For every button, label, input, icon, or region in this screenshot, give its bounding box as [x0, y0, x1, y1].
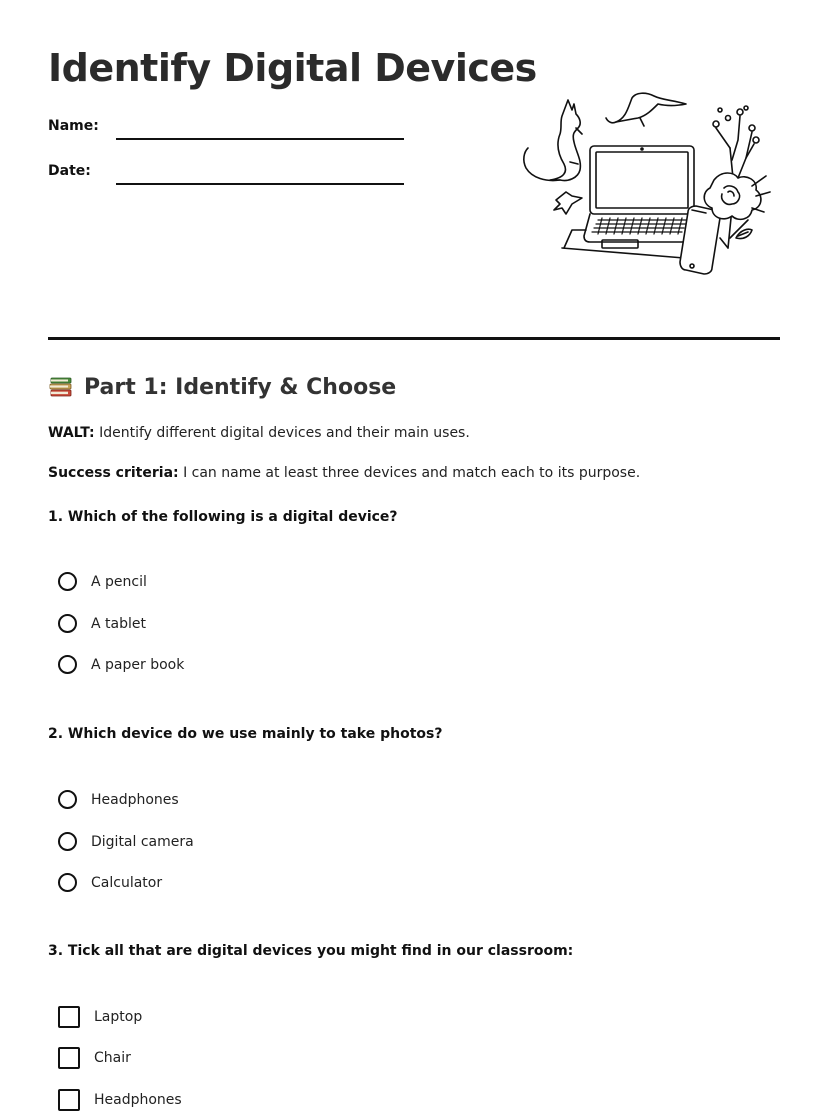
checkbox[interactable]: [58, 1006, 80, 1028]
q1-option-paper-book[interactable]: [58, 655, 184, 674]
date-field[interactable]: [116, 183, 404, 185]
q2-option-calculator[interactable]: [58, 873, 162, 892]
question-2: 2. Which device do we use mainly to take photos?: [48, 726, 443, 742]
name-field[interactable]: [116, 138, 404, 140]
smartphone-icon: [680, 206, 720, 274]
radio-button[interactable]: [58, 572, 77, 591]
q1-option-tablet[interactable]: [58, 614, 146, 633]
walt-text: Identify different digital devices and their main uses.: [94, 425, 470, 441]
bird-icon: [606, 93, 686, 126]
flower-icon: [704, 173, 770, 219]
q3-option-laptop[interactable]: [58, 1006, 142, 1028]
option-label: Headphones: [94, 1092, 182, 1108]
option-label: A tablet: [91, 615, 146, 632]
radio-button[interactable]: [58, 832, 77, 851]
part1-title: Part 1: Identify & Choose: [84, 374, 397, 400]
option-label: A pencil: [91, 573, 147, 590]
option-label: Chair: [94, 1050, 131, 1066]
checkbox[interactable]: [58, 1047, 80, 1069]
q3-option-headphones[interactable]: [58, 1089, 182, 1111]
checkbox[interactable]: [58, 1089, 80, 1111]
section-divider: [48, 337, 780, 340]
q1-option-pencil[interactable]: [58, 572, 147, 591]
q2-option-headphones[interactable]: [58, 790, 179, 809]
option-label: A paper book: [91, 656, 185, 673]
question-3: 3. Tick all that are digital devices you might find in our classroom:: [48, 943, 574, 959]
success-label: Success criteria:: [48, 465, 179, 481]
radio-button[interactable]: [58, 790, 77, 809]
laptop-icon: [562, 146, 694, 258]
question-1: 1. Which of the following is a digital device?: [48, 509, 398, 525]
books-icon: [48, 374, 74, 400]
kangaroo-icon: [524, 100, 582, 181]
part1-heading: [48, 374, 396, 400]
walt-statement: [48, 425, 470, 441]
radio-button[interactable]: [58, 873, 77, 892]
option-label: Laptop: [94, 1009, 143, 1025]
success-criteria: [48, 465, 640, 481]
q2-option-digital-camera[interactable]: [58, 832, 194, 851]
option-label: Headphones: [91, 791, 179, 808]
radio-button[interactable]: [58, 614, 77, 633]
devices-illustration: [516, 88, 772, 280]
bird-icon-small: [554, 192, 582, 214]
date-label: Date:: [48, 163, 91, 179]
name-label: Name:: [48, 118, 99, 134]
option-label: Calculator: [91, 874, 163, 891]
option-label: Digital camera: [91, 833, 194, 850]
q3-option-chair[interactable]: [58, 1047, 131, 1069]
success-text: I can name at least three devices and match each to its purpose.: [178, 465, 641, 481]
walt-label: WALT:: [48, 425, 95, 441]
radio-button[interactable]: [58, 655, 77, 674]
page-title: Identify Digital Devices: [48, 46, 537, 90]
